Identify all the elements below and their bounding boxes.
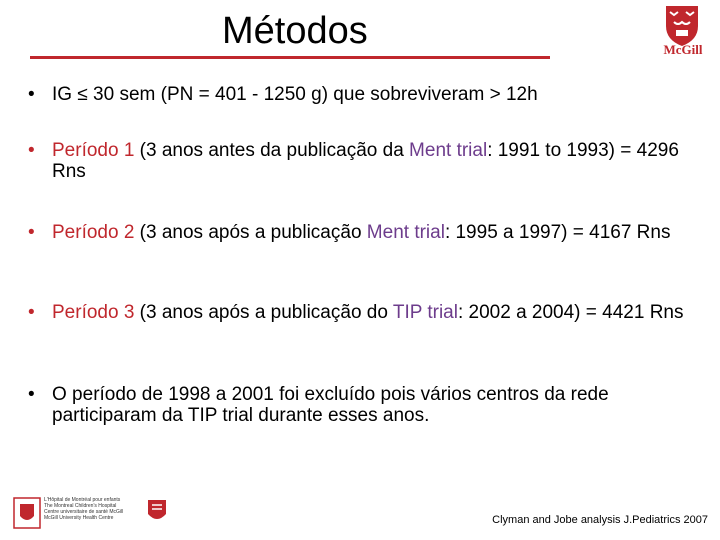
bullet-segment-plain: : 1995 a 1997) = 4167 Rns xyxy=(444,222,671,243)
bullet-segment-plain: (3 anos após a publicação do xyxy=(134,302,393,323)
bullet-segment-red: Período 3 xyxy=(52,302,135,323)
mcgill-wordmark: McGill xyxy=(663,42,703,57)
bullet-marker: • xyxy=(28,384,35,405)
bullet-text xyxy=(52,140,712,182)
slide-title: Métodos xyxy=(222,10,368,52)
bullet-segment-red: Período 1 xyxy=(52,140,135,161)
hospital-name-block xyxy=(44,497,140,521)
bullet-marker: • xyxy=(28,84,35,105)
title-underline xyxy=(30,56,550,59)
bullet-text xyxy=(52,84,712,105)
bullet-marker: • xyxy=(28,302,35,323)
bullet-segment-plain: : 2002 a 2004) = 4421 Rns xyxy=(457,302,684,323)
hospital-line: McGill University Health Centre xyxy=(44,515,114,521)
bullet-segment-plain: IG ≤ 30 sem (PN = 401 - 1250 g) que sobreviveram > 12h xyxy=(52,84,538,105)
bullet-text xyxy=(52,302,712,323)
citation-text: Clyman and Jobe analysis J.Pediatrics 2007 xyxy=(492,514,708,526)
bullet-marker: • xyxy=(28,222,35,243)
bullet-segment-plain: (3 anos após a publicação xyxy=(134,222,367,243)
bullet-marker: • xyxy=(28,140,35,161)
hospital-line: The Montreal Children's Hospital xyxy=(44,503,117,509)
bullet-segment-plain: : 1991 to 1993) = 4296 Rns xyxy=(52,140,679,182)
bullet-segment-red: Período 2 xyxy=(52,222,135,243)
bullet-text xyxy=(52,222,712,243)
bullet-segment-plain: O período de 1998 a 2001 foi excluído pois vários centros da rede participaram da TIP trial durante esses anos. xyxy=(52,384,609,426)
bullet-segment-plain: (3 anos antes da publicação da xyxy=(134,140,410,161)
bullet-text xyxy=(52,384,712,426)
bullet-segment-purple: Ment trial xyxy=(366,222,445,243)
hospital-line: Centre universitaire de santé McGill xyxy=(44,509,124,515)
bullet-segment-purple: Ment trial xyxy=(409,140,488,161)
bullet-segment-purple: TIP trial xyxy=(392,302,458,323)
hospital-line: L'Hôpital de Montréal pour enfants xyxy=(44,497,121,503)
